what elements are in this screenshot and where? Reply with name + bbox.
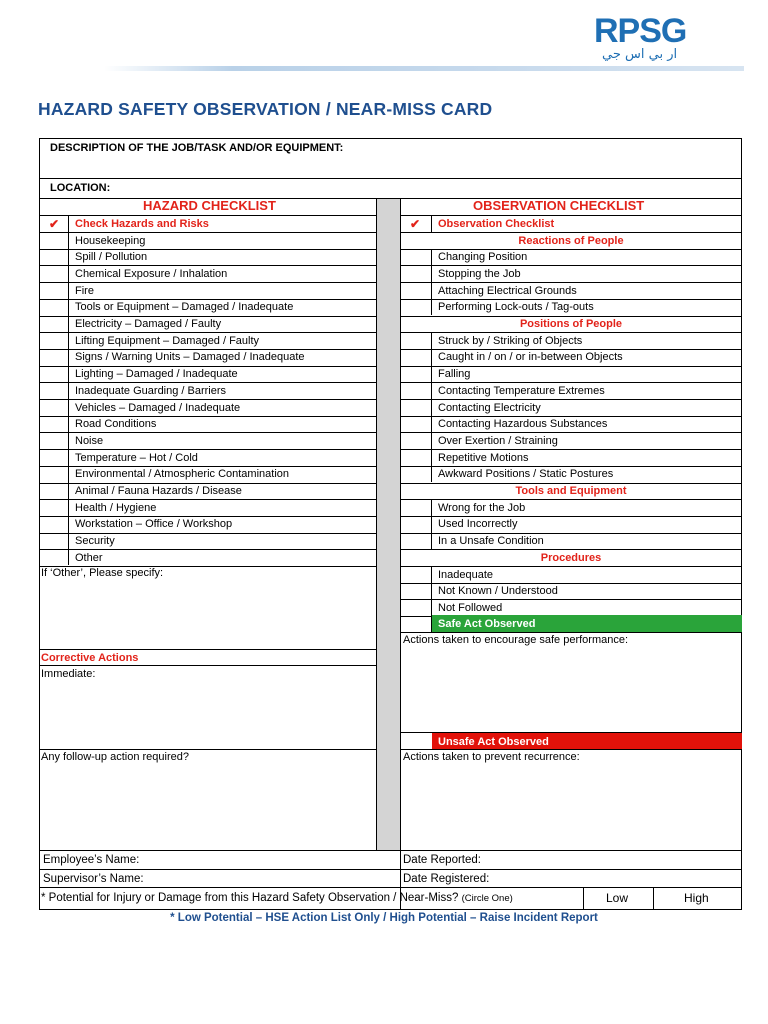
hazard-checklist-header: HAZARD CHECKLIST xyxy=(143,198,276,213)
divider xyxy=(431,366,432,383)
page-title: HAZARD SAFETY OBSERVATION / NEAR-MISS CARD xyxy=(38,99,493,119)
divider xyxy=(431,516,432,533)
supervisor-name-label: Supervisor’s Name: xyxy=(43,873,144,885)
divider xyxy=(431,265,432,282)
logo-arabic-text: ار بي اس جي xyxy=(602,47,678,62)
observation-item: Contacting Electricity xyxy=(438,401,541,414)
footer-hse-action: HSE Action List Only / High Potential xyxy=(265,912,467,924)
hazard-item: Vehicles – Damaged / Inadequate xyxy=(75,401,241,414)
hazard-item: Fire xyxy=(75,284,94,297)
hazard-item: Lifting Equipment – Damaged / Faulty xyxy=(75,334,260,347)
divider xyxy=(431,599,432,616)
observation-checkbox[interactable] xyxy=(401,282,431,299)
observation-item: Wrong for the Job xyxy=(438,501,526,514)
observation-item: Not Known / Understood xyxy=(438,585,558,598)
divider xyxy=(68,215,69,565)
low-option[interactable]: Low xyxy=(606,891,629,905)
divider xyxy=(431,249,432,266)
divider xyxy=(431,583,432,600)
hazard-item: Other xyxy=(75,551,103,564)
observation-item: Inadequate xyxy=(438,568,494,581)
observation-item: Falling xyxy=(438,368,471,381)
observation-section-header: Reactions of People xyxy=(518,234,624,247)
divider xyxy=(653,887,654,910)
hazard-checkbox[interactable] xyxy=(40,483,68,500)
hazard-checkbox[interactable] xyxy=(40,299,68,316)
hazard-item: Workstation – Office / Workshop xyxy=(75,518,233,531)
divider xyxy=(39,850,742,851)
divider xyxy=(431,499,432,516)
description-label: DESCRIPTION OF THE JOB/TASK AND/OR EQUIPMENT: xyxy=(50,142,344,154)
divider xyxy=(39,887,742,888)
hazard-checkbox[interactable] xyxy=(40,349,68,366)
checkmark-icon: ✔ xyxy=(49,217,60,231)
divider xyxy=(39,178,742,179)
divider xyxy=(431,533,432,550)
hazard-item: Road Conditions xyxy=(75,418,157,431)
checkmark-icon: ✔ xyxy=(410,217,421,231)
observation-item: Contacting Hazardous Substances xyxy=(438,418,608,431)
observation-item: In a Unsafe Condition xyxy=(438,535,544,548)
observation-checklist-header: OBSERVATION CHECKLIST xyxy=(473,198,645,213)
location-label: LOCATION: xyxy=(50,182,111,194)
hazard-item: Lighting – Damaged / Inadequate xyxy=(75,368,238,381)
observation-checkbox[interactable] xyxy=(401,449,431,466)
observation-checkbox[interactable] xyxy=(401,499,431,516)
safe-actions-label: Actions taken to encourage safe performance: xyxy=(403,634,629,646)
observation-item: Caught in / on / or in-between Objects xyxy=(438,351,623,364)
immediate-label: Immediate: xyxy=(41,668,96,680)
hazard-checkbox[interactable] xyxy=(40,549,68,566)
divider xyxy=(431,282,432,299)
hazard-checkbox[interactable] xyxy=(40,533,68,550)
hazard-checkbox[interactable] xyxy=(40,265,68,282)
observation-item: Contacting Temperature Extremes xyxy=(438,384,605,397)
observation-checkbox[interactable] xyxy=(401,382,431,399)
hazard-checkbox[interactable] xyxy=(40,449,68,466)
observation-checkbox[interactable] xyxy=(401,349,431,366)
observation-item: Attaching Electrical Grounds xyxy=(438,284,577,297)
divider xyxy=(431,215,432,232)
observation-item: Repetitive Motions xyxy=(438,451,529,464)
observation-checkbox[interactable] xyxy=(401,332,431,349)
divider xyxy=(376,198,377,850)
hazard-checkbox[interactable] xyxy=(40,249,68,266)
observation-checkbox[interactable] xyxy=(401,466,431,483)
hazard-checkbox[interactable] xyxy=(40,416,68,433)
divider xyxy=(431,299,432,316)
divider xyxy=(431,449,432,466)
footer-note xyxy=(0,912,768,924)
hazard-checkbox[interactable] xyxy=(40,516,68,533)
hazard-item: Housekeeping xyxy=(75,234,146,247)
hazard-checkbox[interactable] xyxy=(40,316,68,333)
observation-section-header: Positions of People xyxy=(519,318,623,330)
observation-item: Changing Position xyxy=(438,251,528,264)
observation-section-header: Tools and Equipment xyxy=(515,485,627,497)
observation-checkbox[interactable] xyxy=(401,265,431,282)
divider xyxy=(431,349,432,366)
hazard-item: Security xyxy=(75,535,115,548)
divider xyxy=(431,566,432,583)
divider xyxy=(39,649,376,650)
company-logo xyxy=(594,14,734,60)
hazard-item: Temperature – Hot / Cold xyxy=(75,451,198,464)
employee-name-label: Employee’s Name: xyxy=(43,854,140,866)
observation-first-item: Observation Checklist xyxy=(438,218,555,230)
observation-checkbox[interactable] xyxy=(401,516,431,533)
followup-label: Any follow-up action required? xyxy=(41,751,189,763)
divider xyxy=(39,215,376,216)
divider xyxy=(39,665,376,666)
observation-item: Over Exertion / Straining xyxy=(438,434,558,447)
divider xyxy=(431,332,432,349)
divider xyxy=(39,869,742,870)
hazard-item: Noise xyxy=(75,434,104,447)
corrective-actions-header: Corrective Actions xyxy=(41,652,139,664)
observation-checkbox[interactable] xyxy=(401,249,431,266)
observation-item: Struck by / Striking of Objects xyxy=(438,334,583,347)
date-reported-label: Date Reported: xyxy=(403,854,481,866)
divider xyxy=(431,416,432,433)
observation-checkbox[interactable] xyxy=(401,533,431,550)
hazard-checkbox[interactable] xyxy=(40,432,68,449)
hazard-item: Environmental / Atmospheric Contamination xyxy=(75,468,289,481)
logo-wordmark: RPSG xyxy=(594,12,687,50)
hazard-checkbox[interactable] xyxy=(40,232,68,249)
observation-checkbox[interactable] xyxy=(401,566,431,583)
divider xyxy=(400,215,742,216)
column-separator xyxy=(376,199,400,850)
footer-dash: – xyxy=(470,912,477,924)
unsafe-act-label: Unsafe Act Observed xyxy=(438,736,549,748)
header-divider xyxy=(104,66,744,71)
hazard-item: Tools or Equipment – Damaged / Inadequate xyxy=(75,301,294,314)
observation-checkbox[interactable] xyxy=(401,583,431,600)
hazard-checkbox[interactable] xyxy=(40,382,68,399)
hazard-item: Electricity – Damaged / Faulty xyxy=(75,318,222,330)
other-specify-label: If ‘Other’, Please specify: xyxy=(41,567,164,579)
hazard-checkbox[interactable] xyxy=(40,282,68,299)
divider xyxy=(431,432,432,449)
hazard-item: Signs / Warning Units – Damaged / Inadequate xyxy=(75,351,305,364)
divider xyxy=(431,382,432,399)
observation-item: Performing Lock-outs / Tag-outs xyxy=(438,301,594,314)
hazard-item: Inadequate Guarding / Barriers xyxy=(75,384,227,397)
footer-raise-report: Raise Incident Report xyxy=(479,912,598,924)
hazard-checkbox[interactable] xyxy=(40,466,68,483)
divider xyxy=(431,466,432,483)
date-registered-label: Date Registered: xyxy=(403,873,490,885)
hazard-item: Health / Hygiene xyxy=(75,501,157,514)
hazard-checkbox[interactable] xyxy=(40,366,68,383)
observation-section-header: Procedures xyxy=(540,551,602,564)
observation-item: Stopping the Job xyxy=(438,267,521,280)
circle-one-note: (Circle One) xyxy=(461,893,513,904)
potential-question xyxy=(41,891,513,906)
potential-text: * Potential for Injury or Damage from this Hazard Safety Observation / Near-Miss? xyxy=(41,892,459,904)
hazard-checkbox[interactable] xyxy=(40,399,68,416)
footer-low-potential: * Low Potential xyxy=(170,912,253,924)
high-option[interactable]: High xyxy=(684,891,709,905)
safe-act-label: Safe Act Observed xyxy=(438,618,536,630)
hazard-item: Spill / Pollution xyxy=(75,251,148,264)
observation-checkbox[interactable] xyxy=(401,299,431,316)
hazard-checkbox[interactable] xyxy=(40,499,68,516)
hazard-item: Animal / Fauna Hazards / Disease xyxy=(75,485,242,497)
observation-checkbox[interactable] xyxy=(401,599,431,616)
observation-item: Not Followed xyxy=(438,601,503,614)
observation-checkbox[interactable] xyxy=(401,416,431,433)
observation-item: Used Incorrectly xyxy=(438,518,518,531)
footer-dash: – xyxy=(255,912,263,924)
observation-checkbox[interactable] xyxy=(401,399,431,416)
unsafe-actions-label: Actions taken to prevent recurrence: xyxy=(403,751,580,763)
hazard-first-item: Check Hazards and Risks xyxy=(75,218,209,230)
observation-item: Awkward Positions / Static Postures xyxy=(438,468,614,481)
observation-checkbox[interactable] xyxy=(401,366,431,383)
divider xyxy=(431,399,432,416)
divider xyxy=(583,887,584,910)
observation-checkbox[interactable] xyxy=(401,432,431,449)
hazard-item: Chemical Exposure / Inhalation xyxy=(75,267,228,280)
hazard-checkbox[interactable] xyxy=(40,332,68,349)
